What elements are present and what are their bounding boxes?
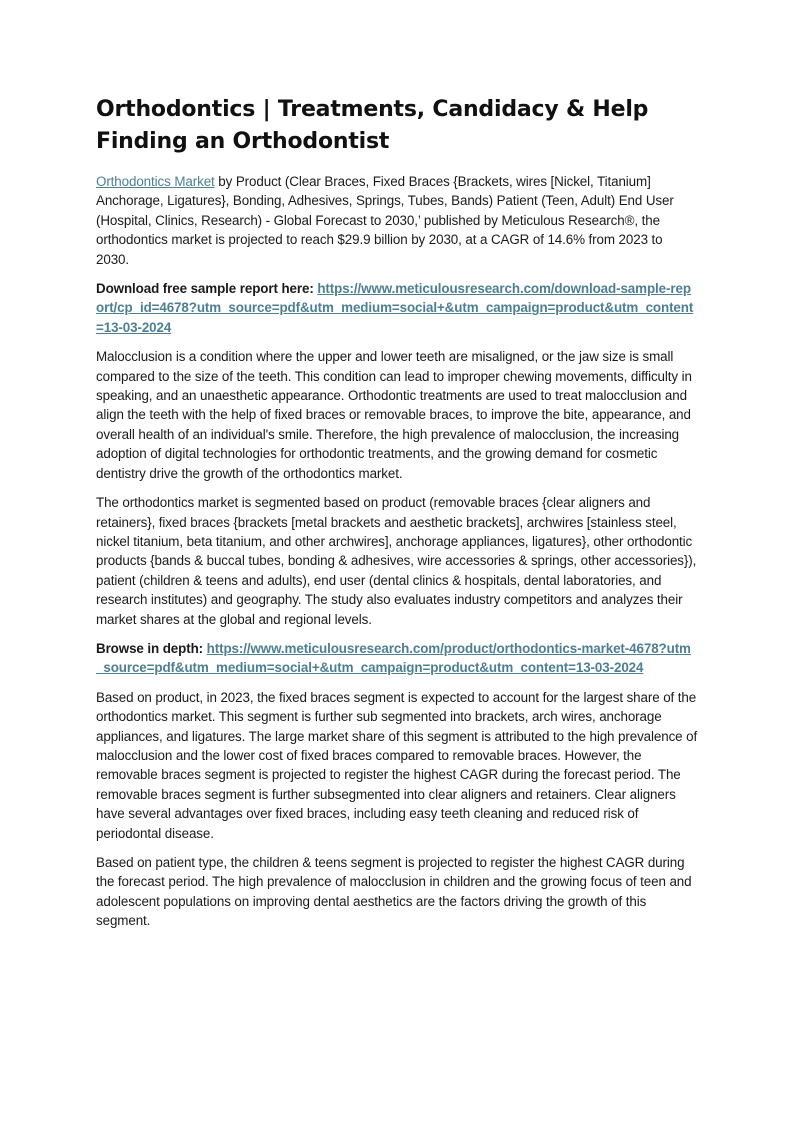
product-paragraph: Based on product, in 2023, the fixed braces segment is expected to account for the largest share of the orthodontics market. This segment is further sub segmented into brackets, arch wires, anchorage appliances, and ligatures. The large market share of this segment is attributed to the high prevalence of malocclusion and the lower cost of fixed braces compared to removable braces. However, the removable braces segment is projected to register the highest CAGR during the forecast period. The removable braces segment is further subsegmented into clear aligners and retainers. Clear aligners have several advantages over fixed braces, including easy teeth cleaning and reduced risk of periodontal disease. [96,689,698,841]
sample-report-link[interactable]: https://www.meticulousresearch.com/download-sample-report/cp_id=4678?utm_source=pdf&utm_medium=social+&utm_campaign=product&utm_content=13-03-2024 [96,281,694,335]
document-page [96,94,698,941]
browse-paragraph [96,639,698,678]
page-title: Orthodontics | Treatments, Candidacy & Help Finding an Orthodontist [96,97,649,154]
sample-report-paragraph [96,279,698,337]
orthodontics-market-link[interactable]: Orthodontics Market [96,174,215,189]
malocclusion-paragraph: Malocclusion is a condition where the upper and lower teeth are misaligned, or the jaw size is small compared to the size of the teeth. This condition can lead to improper chewing movements, difficulty in speaking, and an unaesthetic appearance. Orthodontic treatments are used to treat malocclusion and align the teeth with the help of fixed braces or removable braces, to improve the bite, appearance, and overall health of an individual's smile. Therefore, the high prevalence of malocclusion, the increasing adoption of digital technologies for orthodontic treatments, and the growing demand for cosmetic dentistry drive the growth of the orthodontics market. [96,349,692,481]
intro-paragraph [96,172,698,269]
intro-text: by Product (Clear Braces, Fixed Braces {Brackets, wires [Nickel, Titanium] Anchorage, Ligatures}, Bonding, Adhesives, Springs, Tubes, Bands) Patient (Teen, Adult) End User (Hospital, Clinics, Research) - Global Forecast to 2030,’ published by Meticulous Research®, the orthodontics market is projected to reach $29.9 billion by 2030, at a CAGR of 14.6% from 2023 to 2030. [96,174,674,267]
segmentation-paragraph: The orthodontics market is segmented based on product (removable braces {clear aligners and retainers}, fixed braces {brackets [metal brackets and aesthetic brackets], archwires [stainless steel, nickel titanium, beta titanium, and other archwires], anchorage appliances, ligatures}, other orthodontic products {bands & buccal tubes, bonding & adhesives, wire accessories & springs, other accessories}), patient (children & teens and adults), end user (dental clinics & hospitals, dental laboratories, and research institutes) and geography. The study also evaluates industry competitors and analyzes their market shares at the global and regional levels. [96,495,697,627]
patient-paragraph: Based on patient type, the children & teens segment is projected to register the highest CAGR during the forecast period. The high prevalence of malocclusion in children and the growing focus of teen and adolescent populations on improving dental aesthetics are the factors driving the growth of this segment. [96,855,692,929]
browse-link[interactable]: https://www.meticulousresearch.com/product/orthodontics-market-4678?utm_source=pdf&utm_medium=social+&utm_campaign=product&utm_content=13-03-2024 [96,640,691,676]
browse-label: Browse in depth: [96,640,207,656]
sample-report-label: Download free sample report here: [96,281,318,297]
